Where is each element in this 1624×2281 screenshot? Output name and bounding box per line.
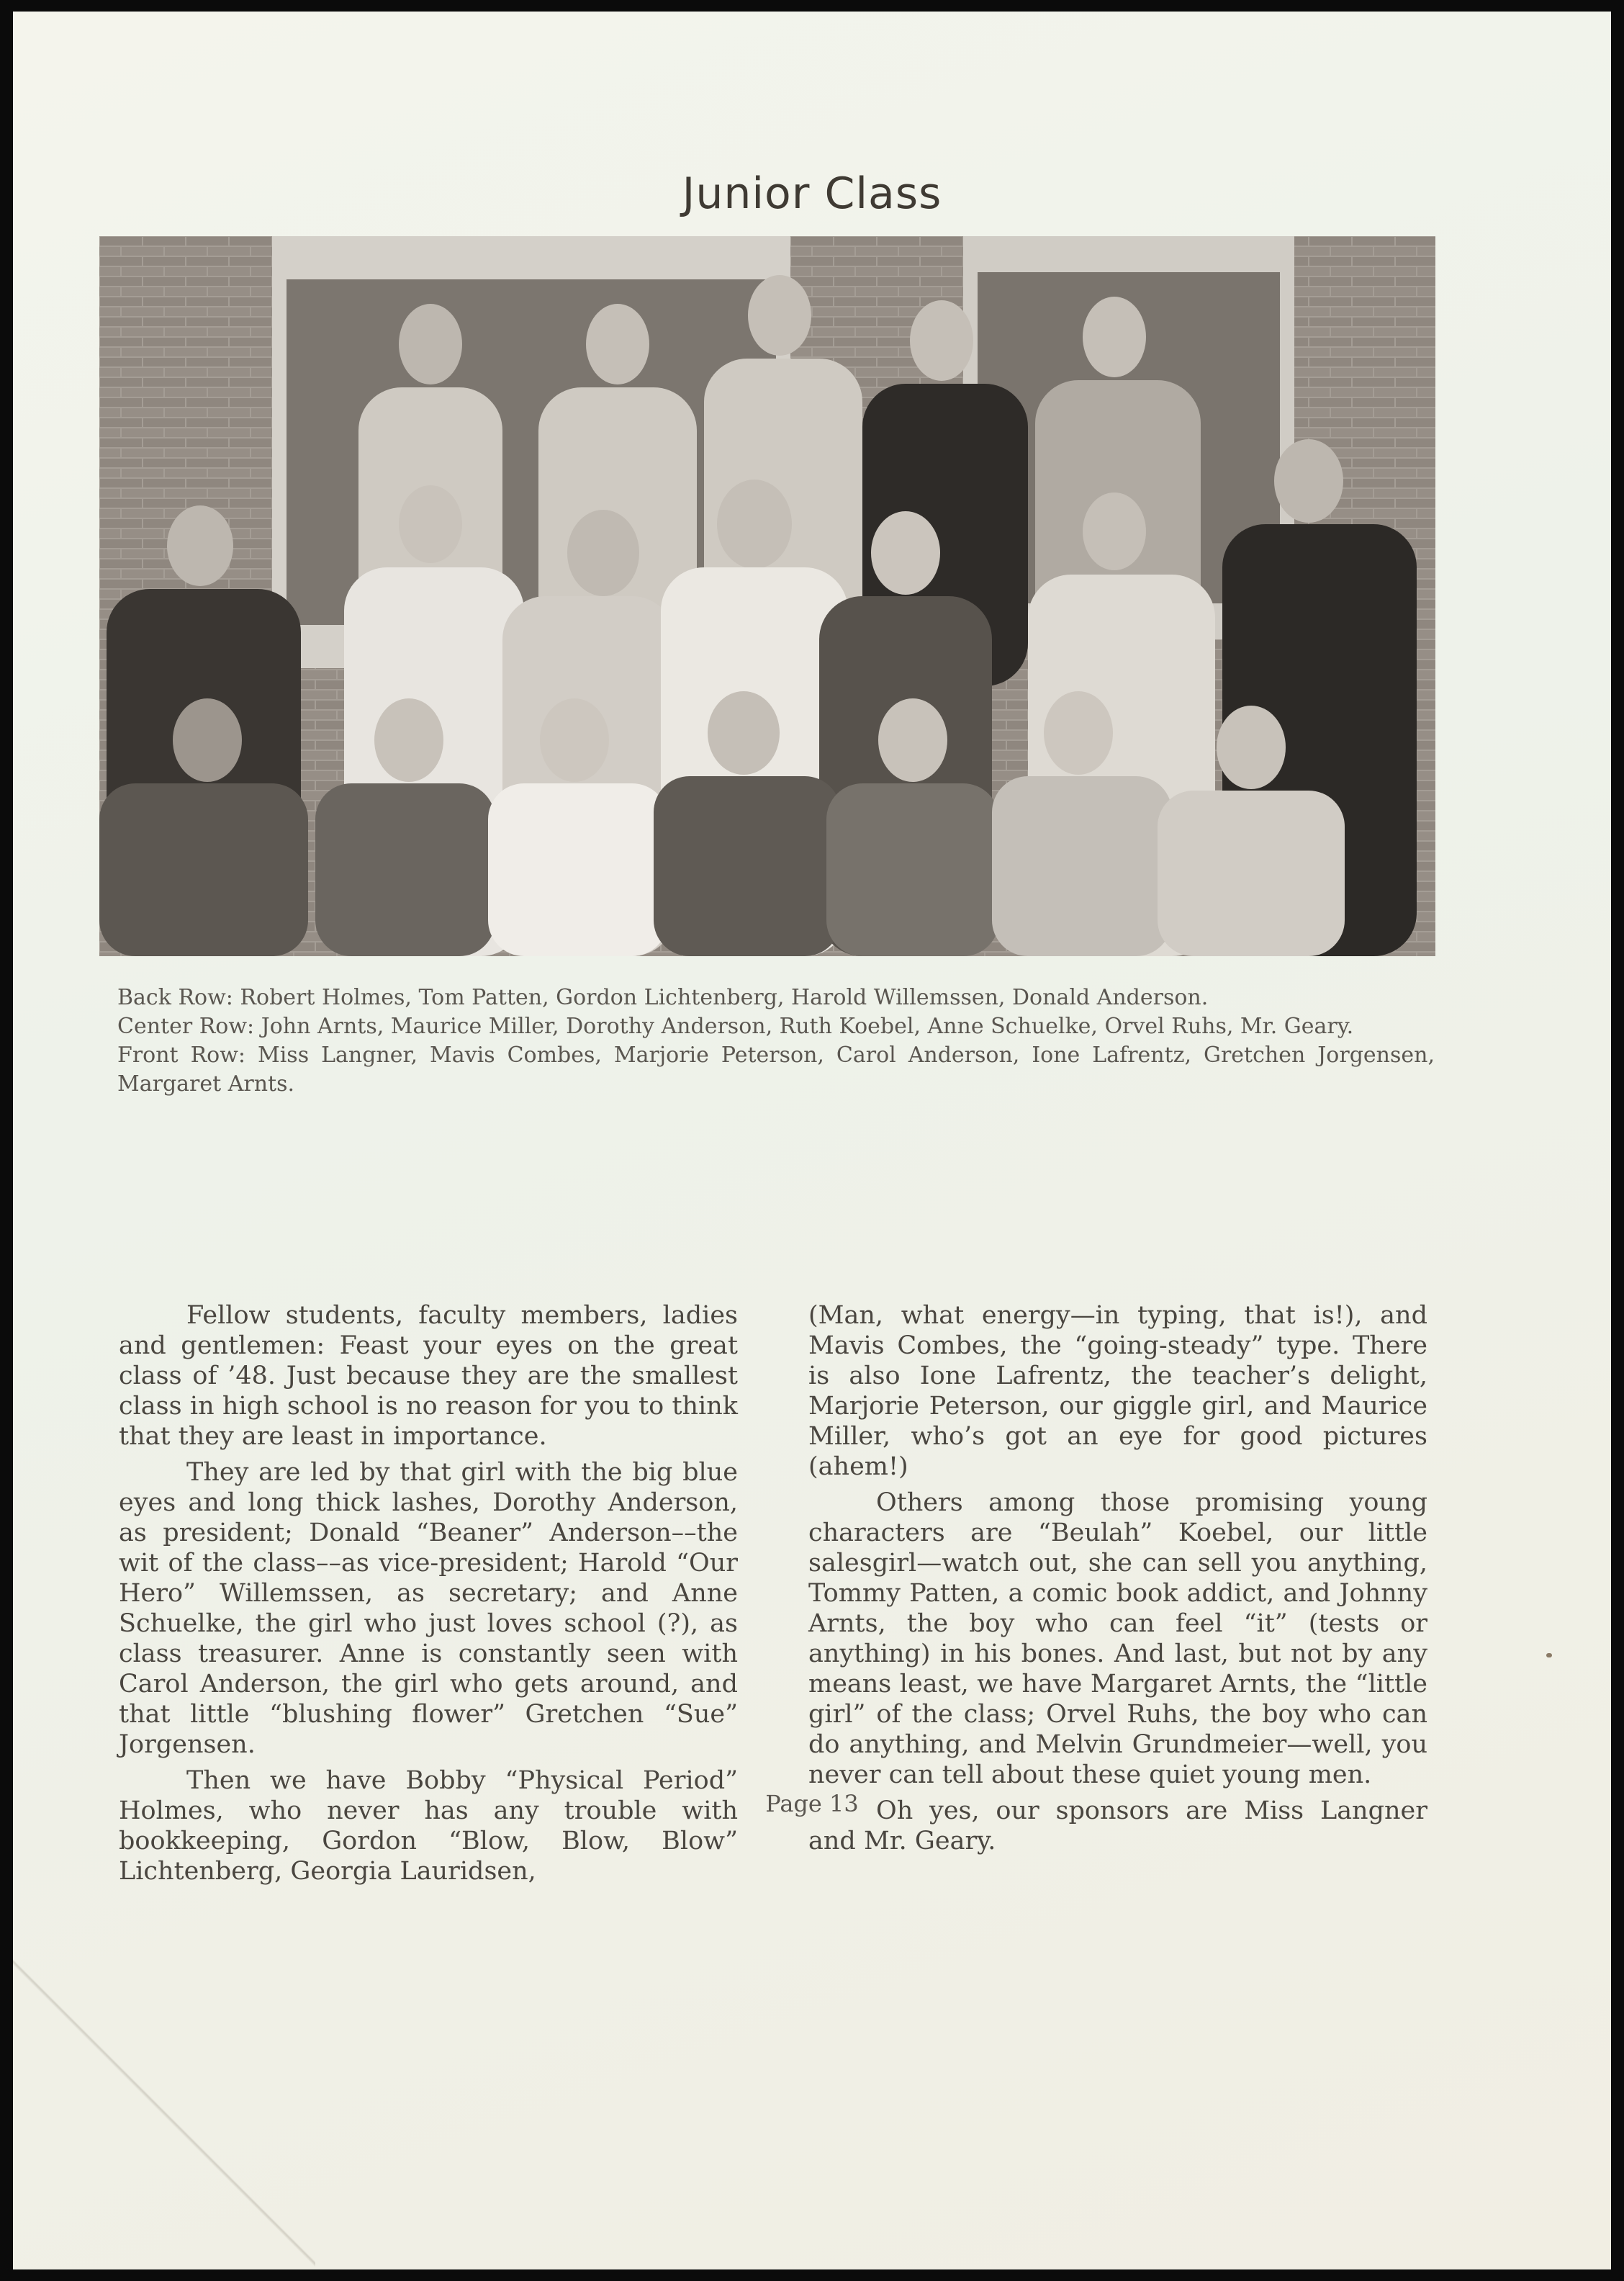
paragraph-continuation: (Man, what energy—in typing, that is!), and Mavis Combes, the “going-steady” type. There is also Ione Lafrentz, the teacher’s delight, Marjorie Peterson, our giggle girl, and Maurice Miller, who’s got an eye for good pictures (ahem!) bbox=[808, 1301, 1427, 1481]
paragraph: Then we have Bobby “Physical Period” Holmes, who never has any trouble with bookkeeping, Gordon “Blow, Blow, Blow” Lichtenberg, Georgia Lauridsen, bbox=[119, 1766, 738, 1886]
paragraph: Oh yes, our sponsors are Miss Langner and Mr. Geary. bbox=[808, 1796, 1427, 1855]
page-title: Junior Class bbox=[682, 168, 942, 219]
caption-front-row: Front Row: Miss Langner, Mavis Combes, Marjorie Peterson, Carol Anderson, Ione Lafrentz, Gretchen Jorgensen, Margaret Arnts. bbox=[117, 1043, 1435, 1097]
paragraph: Others among those promising young characters are “Beulah” Koebel, our little salesgirl—watch out, she can sell you anything, Tommy Patten, a comic book addict, and Johnny Arnts, the boy who can feel “it” (tests or anything) in his bones. And last, but not by any means least, we have Margaret Arnts, the “little girl” of the class; Orvel Ruhs, the boy who can do anything, and Melvin Grundmeier—well, you never can tell about these quiet young men. bbox=[808, 1488, 1427, 1789]
photo-icon bbox=[99, 236, 1435, 956]
page-number: Page 13 bbox=[765, 1790, 859, 1817]
paper-fold-crease bbox=[13, 1956, 315, 2269]
paper-speck bbox=[1546, 1653, 1552, 1657]
paragraph: Fellow students, faculty members, ladies and gentlemen: Feast your eyes on the great class of ’48. Just because they are the smallest class in high school is no reason for you to think that they are least in importance. bbox=[119, 1301, 738, 1451]
caption-center-row: Center Row: John Arnts, Maurice Miller, Dorothy Anderson, Ruth Koebel, Anne Schuelke, Orvel Ruhs, Mr. Geary. bbox=[117, 1014, 1354, 1039]
photo-caption bbox=[117, 984, 1435, 1099]
class-group-photo bbox=[99, 236, 1435, 956]
yearbook-page bbox=[13, 12, 1611, 2269]
article-column-right bbox=[808, 1300, 1427, 1862]
caption-back-row: Back Row: Robert Holmes, Tom Patten, Gordon Lichtenberg, Harold Willemssen, Donald Anderson. bbox=[117, 985, 1209, 1010]
paragraph: They are led by that girl with the big blue eyes and long thick lashes, Dorothy Anderson, as president; Donald “Beaner” Anderson––the wit of the class––as vice-president; Harold “Our Hero” Willemssen, as secretary; and Anne Schuelke, the girl who just loves school (?), as class treasurer. Anne is constantly seen with Carol Anderson, the girl who gets around, and that little “blushing flower” Gretchen “Sue” Jorgensen. bbox=[119, 1458, 738, 1759]
